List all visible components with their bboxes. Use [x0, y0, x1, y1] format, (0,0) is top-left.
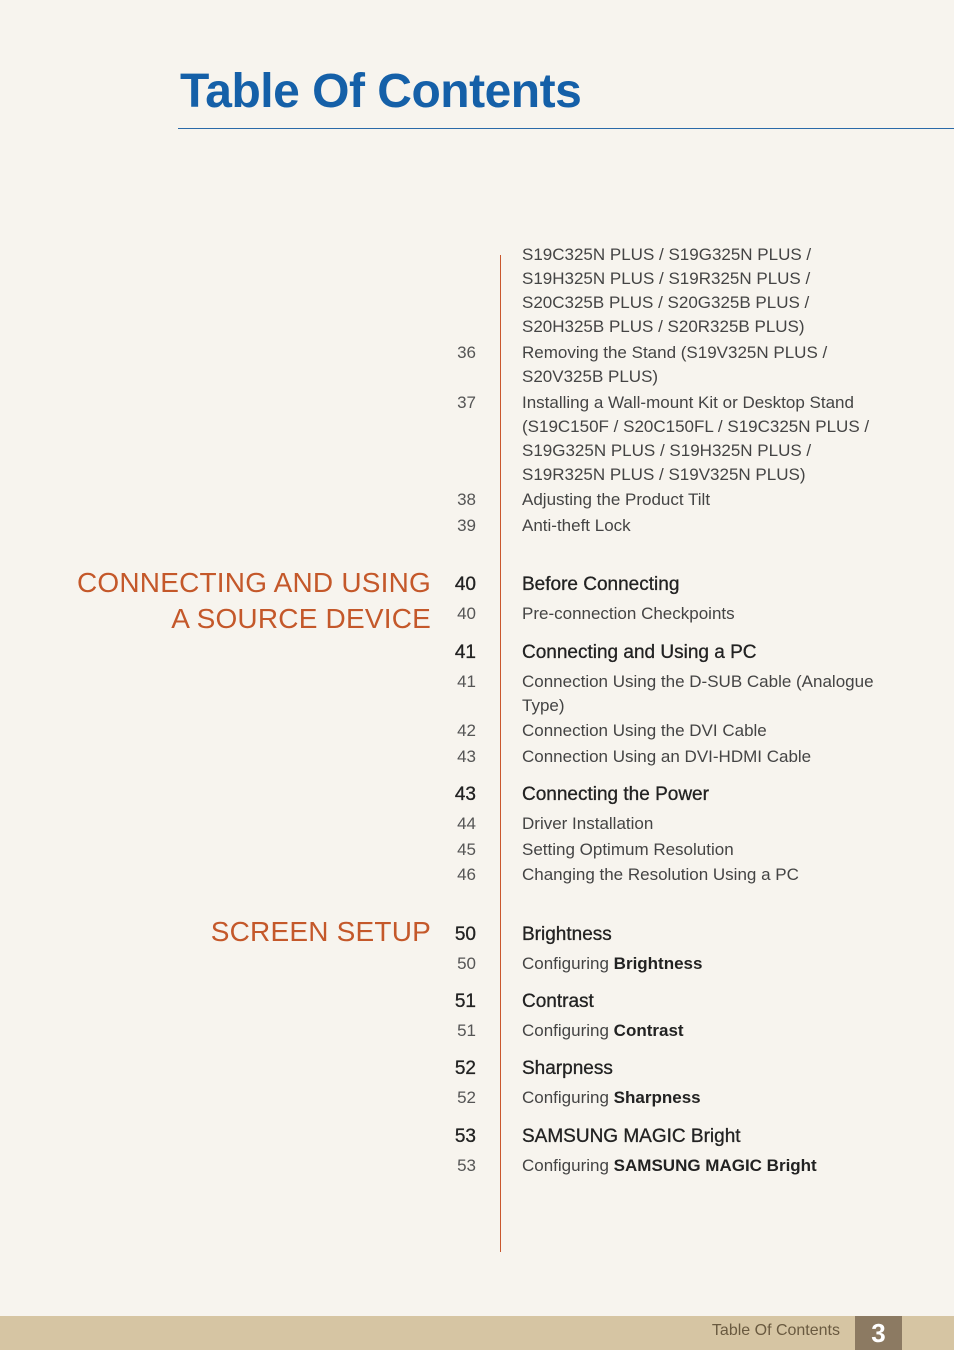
- toc-entry-text: Connection Using the D-SUB Cable (Analogue Type): [522, 672, 874, 715]
- toc-page-number: 40: [457, 604, 476, 623]
- toc-page-number: 50: [457, 954, 476, 973]
- toc-entry-text: Brightness: [522, 924, 612, 945]
- toc-page-number: 42: [457, 721, 476, 740]
- toc-entry-text: Connection Using an DVI-HDMI Cable: [522, 747, 812, 766]
- toc-entry-text: [522, 1154, 902, 1178]
- toc-page-number: 41: [454, 642, 476, 663]
- toc-page-number: 40: [454, 574, 476, 595]
- toc-entry-text: [522, 1019, 902, 1043]
- section-title-screen-setup: SCREEN SETUP: [210, 916, 431, 947]
- toc-entry-text: Adjusting the Product Tilt: [522, 490, 711, 509]
- toc-entry-text: Connection Using the DVI Cable: [522, 721, 767, 740]
- toc-vertical-rule: [500, 255, 501, 1252]
- toc-page-number: 39: [457, 516, 476, 535]
- toc-entry-prefix: Configuring: [522, 1088, 614, 1107]
- footer-label: Table Of Contents: [711, 1322, 840, 1339]
- toc-entry-text: Pre-connection Checkpoints: [522, 604, 735, 623]
- toc-page-number: 52: [457, 1088, 476, 1107]
- toc-entry-prefix: Configuring: [522, 1021, 614, 1040]
- section-title-connecting: CONNECTING AND USING A SOURCE DEVICE: [76, 567, 431, 634]
- page-number-badge: 3: [855, 1316, 902, 1350]
- toc-entry-prefix: Configuring: [522, 1156, 614, 1175]
- page-title: Table Of Contents: [180, 65, 582, 118]
- toc-entry-bold: Brightness: [613, 954, 703, 973]
- toc-entry-bold: SAMSUNG MAGIC Bright: [613, 1156, 817, 1175]
- toc-entry-text: Removing the Stand (S19V325N PLUS / S20V325B PLUS): [522, 343, 828, 386]
- toc-page-number: 36: [457, 343, 476, 362]
- toc-page-number: 44: [457, 814, 476, 833]
- toc-page-number: 53: [457, 1156, 476, 1175]
- toc-page-number: 51: [454, 991, 476, 1012]
- toc-entry-text: S19C325N PLUS / S19G325N PLUS / S19H325N PLUS / S19R325N PLUS / S20C325B PLUS / S20G325B PLUS / S20H325B PLUS / S20R325B PLUS): [522, 245, 812, 336]
- toc-entry-text: Anti-theft Lock: [522, 516, 631, 535]
- toc-entry-text: [522, 952, 902, 976]
- toc-page-number: 37: [457, 393, 476, 412]
- toc-page-number: 51: [457, 1021, 476, 1040]
- toc-entry-text: Changing the Resolution Using a PC: [522, 865, 799, 884]
- toc-entry-bold: Sharpness: [613, 1088, 701, 1107]
- toc-entry-text: Sharpness: [522, 1058, 613, 1079]
- toc-entry-text: Driver Installation: [522, 814, 654, 833]
- toc-entry-prefix: Configuring: [522, 954, 614, 973]
- toc-page-number: 52: [454, 1058, 476, 1079]
- toc-page-number: 50: [454, 924, 476, 945]
- toc-entry-text: Before Connecting: [522, 574, 680, 595]
- toc-entry-text: Contrast: [522, 991, 594, 1012]
- toc-entry-text: Connecting and Using a PC: [522, 642, 757, 663]
- toc-entry-text: Connecting the Power: [522, 784, 709, 805]
- toc-entry-text: Installing a Wall-mount Kit or Desktop Stand (S19C150F / S20C150FL / S19C325N PLUS / S19G325N PLUS / S19H325N PLUS / S19R325N PLUS / S19V325N PLUS): [522, 393, 870, 484]
- toc-page-number: 38: [457, 490, 476, 509]
- toc-page-number: 53: [454, 1126, 476, 1147]
- toc-page-number: 41: [457, 672, 476, 691]
- toc-page-number: 45: [457, 840, 476, 859]
- toc-entry-text: Setting Optimum Resolution: [522, 840, 734, 859]
- toc-entry-text: [522, 1086, 902, 1110]
- toc-page-number: 43: [457, 747, 476, 766]
- toc-page-number: 46: [457, 865, 476, 884]
- toc-page-number: 43: [454, 784, 476, 805]
- toc-entry-bold: Contrast: [613, 1021, 684, 1040]
- title-divider: [178, 128, 954, 129]
- toc-entry-text: SAMSUNG MAGIC Bright: [522, 1126, 741, 1147]
